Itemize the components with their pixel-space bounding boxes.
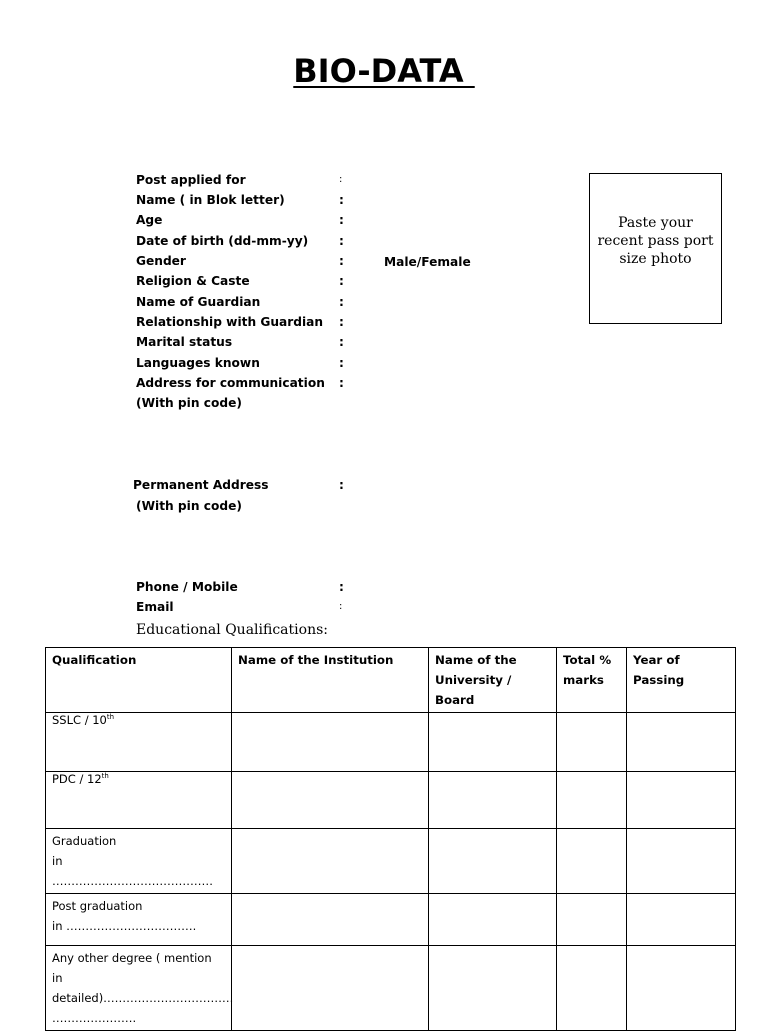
phone-colon: :	[339, 580, 344, 594]
marks-cell[interactable]	[557, 713, 627, 772]
field-label-languages: Languages known	[136, 356, 260, 370]
email-colon: :	[339, 601, 343, 612]
institution-cell[interactable]	[232, 829, 429, 894]
field-label-guardian: Name of Guardian	[136, 295, 261, 309]
field-colon-religion: :	[339, 274, 344, 288]
qualification-cell	[46, 946, 232, 1031]
qualification-detail: in …………………………….	[52, 919, 197, 933]
table-row	[46, 713, 736, 772]
university-cell[interactable]	[429, 894, 557, 946]
col-header-year: Year of Passing	[627, 648, 736, 713]
qualification-cell	[46, 713, 232, 772]
university-cell[interactable]	[429, 713, 557, 772]
table-row	[46, 829, 736, 894]
field-colon-marital: :	[339, 335, 344, 349]
field-colon-age: :	[339, 213, 344, 227]
qualification-name: Graduation	[52, 834, 117, 848]
marks-cell[interactable]	[557, 946, 627, 1031]
year-cell[interactable]	[627, 772, 736, 829]
field-colon-name: :	[339, 193, 344, 207]
qualification-cell	[46, 772, 232, 829]
field-colon-relationship: :	[339, 315, 344, 329]
university-cell[interactable]	[429, 946, 557, 1031]
year-cell[interactable]	[627, 713, 736, 772]
institution-cell[interactable]	[232, 946, 429, 1031]
table-row	[46, 946, 736, 1031]
field-label-address: Address for communication	[136, 376, 325, 390]
col-header-institution: Name of the Institution	[232, 648, 429, 713]
field-colon-languages: :	[339, 356, 344, 370]
institution-cell[interactable]	[232, 713, 429, 772]
education-table	[45, 647, 736, 1031]
qualification-name: Any other degree ( mention in	[52, 951, 212, 985]
field-colon-guardian: :	[339, 295, 344, 309]
qualification-detail: detailed)…………………………….	[52, 991, 234, 1005]
university-cell[interactable]	[429, 829, 557, 894]
col-header-university: Name of the University / Board	[429, 648, 557, 713]
field-colon-dob: :	[339, 234, 344, 248]
qualification-detail: in ……………………………………	[52, 854, 213, 888]
field-label-post: Post applied for	[136, 173, 246, 187]
table-header-row	[46, 648, 736, 713]
field-label-dob: Date of birth (dd-mm-yy)	[136, 234, 309, 248]
phone-label: Phone / Mobile	[136, 580, 238, 594]
field-label-name: Name ( in Blok letter)	[136, 193, 285, 207]
year-cell[interactable]	[627, 829, 736, 894]
page-title: BIO-DATA	[293, 52, 475, 90]
institution-cell[interactable]	[232, 894, 429, 946]
qualification-name: PDC / 12	[52, 772, 102, 786]
qualification-detail-extra: ………………….	[52, 1011, 137, 1025]
institution-cell[interactable]	[232, 772, 429, 829]
marks-cell[interactable]	[557, 894, 627, 946]
marks-cell[interactable]	[557, 772, 627, 829]
permanent-address-pin: (With pin code)	[136, 499, 242, 513]
university-cell[interactable]	[429, 772, 557, 829]
field-label-marital: Marital status	[136, 335, 233, 349]
col-header-marks: Total % marks	[557, 648, 627, 713]
marks-cell[interactable]	[557, 829, 627, 894]
education-heading: Educational Qualifications:	[136, 622, 328, 638]
qualification-name: SSLC / 10	[52, 713, 107, 727]
gender-value: Male/Female	[384, 255, 471, 269]
field-label-address-pin: (With pin code)	[136, 396, 242, 410]
field-colon-gender: :	[339, 254, 344, 268]
year-cell[interactable]	[627, 894, 736, 946]
photo-box-text: Paste your recent pass port size photo	[597, 215, 714, 267]
table-row	[46, 894, 736, 946]
permanent-address-colon: :	[339, 478, 344, 492]
permanent-address-label: Permanent Address	[133, 478, 269, 492]
qualification-cell	[46, 829, 232, 894]
field-label-religion: Religion & Caste	[136, 274, 250, 288]
qualification-name: Post graduation	[52, 899, 143, 913]
col-header-qualification: Qualification	[46, 648, 232, 713]
field-label-relationship: Relationship with Guardian	[136, 315, 324, 329]
field-label-gender: Gender	[136, 254, 186, 268]
email-label: Email	[136, 600, 174, 614]
qualification-sup: th	[106, 713, 115, 722]
field-colon-address: :	[339, 376, 344, 390]
year-cell[interactable]	[627, 946, 736, 1031]
qualification-cell	[46, 894, 232, 946]
field-colon-post: :	[339, 174, 343, 185]
photo-box	[589, 173, 722, 324]
field-label-age: Age	[136, 213, 163, 227]
table-row	[46, 772, 736, 829]
qualification-sup: th	[101, 772, 109, 781]
